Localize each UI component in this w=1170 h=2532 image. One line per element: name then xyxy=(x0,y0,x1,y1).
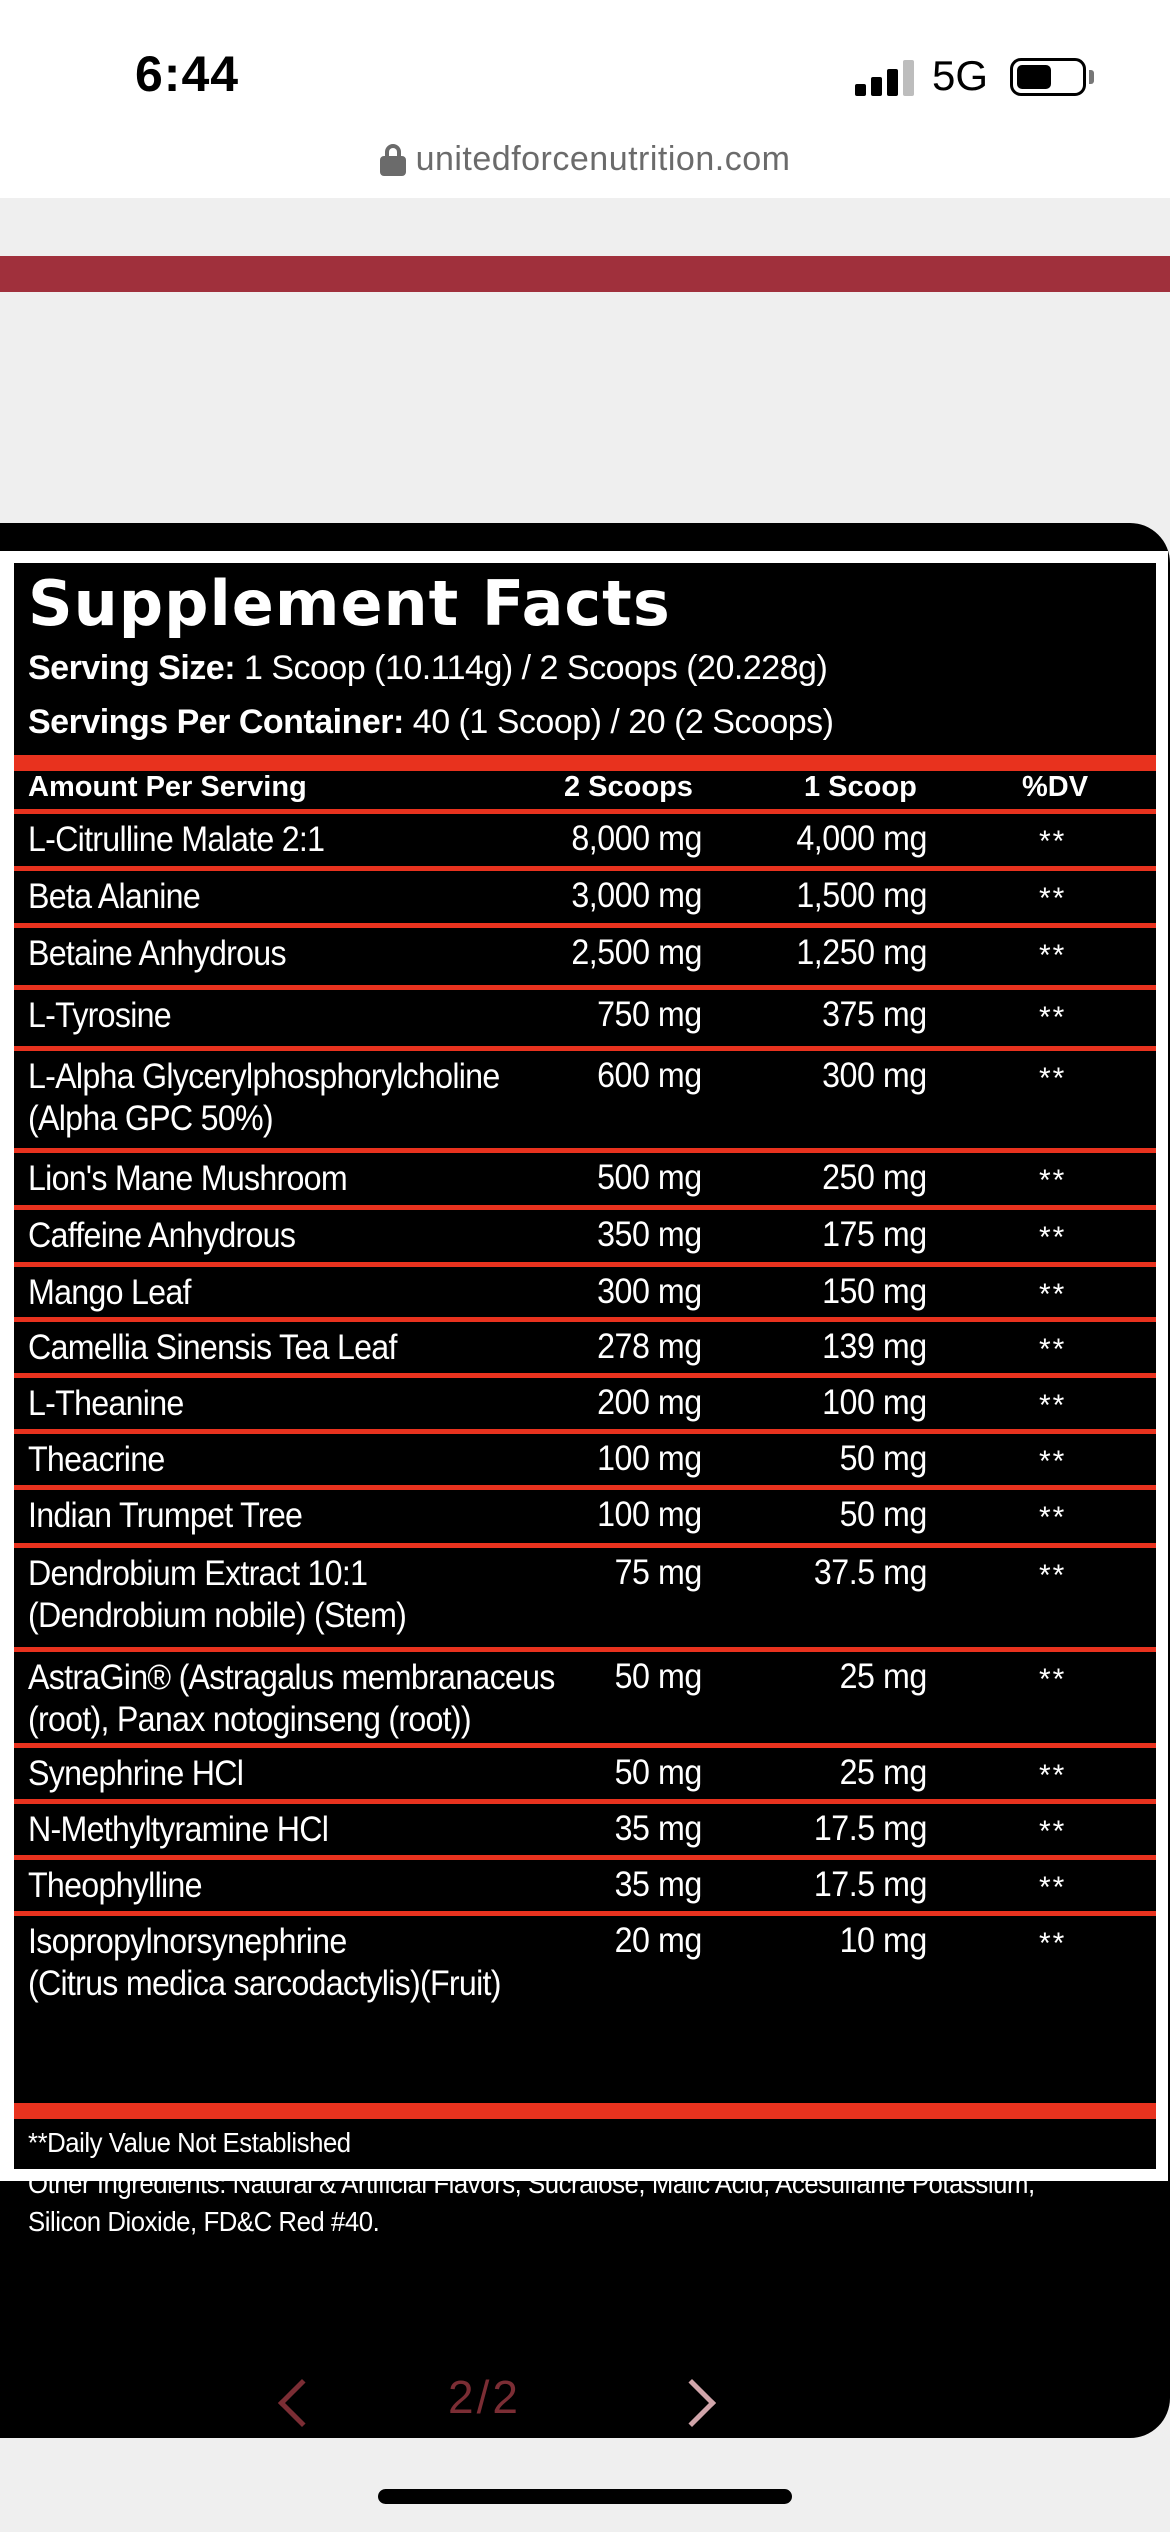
ingredient-name: Beta Alanine xyxy=(28,877,200,916)
other-ingredients-line-2: Silicon Dioxide, FD&C Red #40. xyxy=(28,2206,380,2237)
row-divider xyxy=(14,1317,1156,1322)
amount-two-scoops: 2,500 mg xyxy=(571,933,702,972)
row-divider xyxy=(14,1373,1156,1378)
row-divider xyxy=(14,1799,1156,1804)
ingredient-name: Theophylline xyxy=(28,1866,202,1905)
amount-one-scoop: 1,500 mg xyxy=(796,876,927,915)
home-indicator[interactable] xyxy=(378,2489,792,2504)
row-divider xyxy=(14,985,1156,990)
battery-cap xyxy=(1089,70,1094,84)
row-divider xyxy=(14,1485,1156,1490)
ingredient-name: Lion's Mane Mushroom xyxy=(28,1159,347,1198)
ingredient-name: Caffeine Anhydrous xyxy=(28,1216,296,1255)
ingredient-name: Dendrobium Extract 10:1 (Dendrobium nobile) (Stem) xyxy=(28,1554,407,1635)
amount-one-scoop: 150 mg xyxy=(822,1272,927,1311)
page-content xyxy=(0,198,1170,2532)
status-bar xyxy=(0,0,1170,150)
daily-value: ** xyxy=(1039,1501,1067,1534)
amount-two-scoops: 100 mg xyxy=(597,1495,702,1534)
row-divider xyxy=(14,1647,1156,1652)
amount-two-scoops: 500 mg xyxy=(597,1158,702,1197)
amount-one-scoop: 10 mg xyxy=(839,1921,927,1960)
amount-two-scoops: 278 mg xyxy=(597,1327,702,1366)
amount-one-scoop: 17.5 mg xyxy=(813,1865,927,1904)
amount-one-scoop: 175 mg xyxy=(822,1215,927,1254)
chevron-left-icon[interactable] xyxy=(278,2379,326,2427)
brand-band xyxy=(0,256,1170,292)
amount-two-scoops: 35 mg xyxy=(614,1865,702,1904)
amount-one-scoop: 300 mg xyxy=(822,1056,927,1095)
daily-value: ** xyxy=(1039,1927,1067,1960)
header-amount: Amount Per Serving xyxy=(28,771,307,803)
amount-two-scoops: 50 mg xyxy=(614,1657,702,1696)
daily-value: ** xyxy=(1039,1759,1067,1792)
ingredient-name: Synephrine HCl xyxy=(28,1754,244,1793)
image-pager xyxy=(0,2358,1170,2458)
daily-value: ** xyxy=(1039,1663,1067,1696)
row-divider xyxy=(14,1855,1156,1860)
amount-one-scoop: 250 mg xyxy=(822,1158,927,1197)
daily-value: ** xyxy=(1039,1001,1067,1034)
amount-one-scoop: 50 mg xyxy=(839,1439,927,1478)
ingredient-name: L-Alpha Glycerylphosphorylcholine (Alpha GPC 50%) xyxy=(28,1057,500,1138)
product-image[interactable] xyxy=(0,523,1170,2438)
row-divider xyxy=(14,809,1156,814)
amount-two-scoops: 750 mg xyxy=(597,995,702,1034)
daily-value: ** xyxy=(1039,882,1067,915)
ingredient-name: L-Tyrosine xyxy=(28,996,171,1035)
row-divider xyxy=(14,1046,1156,1051)
header-one-scoop: 1 Scoop xyxy=(804,771,917,803)
daily-value: ** xyxy=(1039,1445,1067,1478)
row-divider xyxy=(14,1543,1156,1548)
daily-value: ** xyxy=(1039,1559,1067,1592)
page-count: 2/2 xyxy=(448,2371,521,2423)
row-divider xyxy=(14,1262,1156,1267)
daily-value: ** xyxy=(1039,1871,1067,1904)
daily-value: ** xyxy=(1039,939,1067,972)
ingredient-name: L-Theanine xyxy=(28,1384,184,1423)
daily-value: ** xyxy=(1039,1333,1067,1366)
ingredient-name: N-Methyltyramine HCl xyxy=(28,1810,329,1849)
status-time: 6:44 xyxy=(135,46,240,102)
amount-two-scoops: 75 mg xyxy=(614,1553,702,1592)
row-divider xyxy=(14,1429,1156,1434)
row-divider xyxy=(14,1743,1156,1748)
amount-one-scoop: 375 mg xyxy=(822,995,927,1034)
amount-two-scoops: 35 mg xyxy=(614,1809,702,1848)
servings-per-container: Servings Per Container: 40 (1 Scoop) / 20 (2 Scoops) xyxy=(28,703,834,741)
row-divider xyxy=(14,1911,1156,1916)
lock-icon xyxy=(380,144,406,176)
daily-value: ** xyxy=(1039,825,1067,858)
chevron-right-icon[interactable] xyxy=(668,2379,716,2427)
amount-two-scoops: 20 mg xyxy=(614,1921,702,1960)
amount-two-scoops: 8,000 mg xyxy=(571,819,702,858)
amount-two-scoops: 200 mg xyxy=(597,1383,702,1422)
ingredient-name: L-Citrulline Malate 2:1 xyxy=(28,820,325,859)
ingredient-name: Isopropylnorsynephrine (Citrus medica sarcodactylis)(Fruit) xyxy=(28,1922,501,2003)
amount-two-scoops: 600 mg xyxy=(597,1056,702,1095)
amount-two-scoops: 100 mg xyxy=(597,1439,702,1478)
amount-two-scoops: 50 mg xyxy=(614,1753,702,1792)
divider-bottom xyxy=(14,2103,1156,2119)
ingredient-name: AstraGin® (Astragalus membranaceus (root), Panax notoginseng (root)) xyxy=(28,1658,555,1739)
daily-value: ** xyxy=(1039,1815,1067,1848)
ingredient-name: Betaine Anhydrous xyxy=(28,934,286,973)
row-divider xyxy=(14,1205,1156,1210)
amount-one-scoop: 37.5 mg xyxy=(813,1553,927,1592)
ingredient-name: Theacrine xyxy=(28,1440,165,1479)
amount-one-scoop: 25 mg xyxy=(839,1753,927,1792)
row-divider xyxy=(14,866,1156,871)
supplement-facts-label xyxy=(0,551,1168,2237)
ingredient-name: Indian Trumpet Tree xyxy=(28,1496,303,1535)
amount-two-scoops: 3,000 mg xyxy=(571,876,702,915)
amount-one-scoop: 1,250 mg xyxy=(796,933,927,972)
network-type: 5G xyxy=(932,52,989,99)
amount-one-scoop: 4,000 mg xyxy=(796,819,927,858)
serving-size: Serving Size: 1 Scoop (10.114g) / 2 Scoops (20.228g) xyxy=(28,649,828,687)
amount-one-scoop: 50 mg xyxy=(839,1495,927,1534)
amount-one-scoop: 139 mg xyxy=(822,1327,927,1366)
header-dv: %DV xyxy=(1022,771,1089,803)
url-bar[interactable] xyxy=(0,130,1170,198)
row-divider xyxy=(14,1148,1156,1153)
daily-value: ** xyxy=(1039,1221,1067,1254)
amount-two-scoops: 350 mg xyxy=(597,1215,702,1254)
other-ingredients-line-1: Other Ingredients: Natural & Artificial Flavors, Sucralose, Malic Acid, Acesulfame Potassium, xyxy=(28,2168,1035,2199)
ingredient-name: Camellia Sinensis Tea Leaf xyxy=(28,1328,397,1367)
footnote-dv: **Daily Value Not Established xyxy=(28,2127,351,2158)
ingredient-name: Mango Leaf xyxy=(28,1273,191,1312)
daily-value: ** xyxy=(1039,1278,1067,1311)
amount-two-scoops: 300 mg xyxy=(597,1272,702,1311)
divider-thick xyxy=(14,755,1156,771)
battery-icon xyxy=(1010,58,1086,96)
daily-value: ** xyxy=(1039,1164,1067,1197)
cellular-signal-icon xyxy=(855,60,915,96)
amount-one-scoop: 100 mg xyxy=(822,1383,927,1422)
facts-title: Supplement Facts xyxy=(28,567,671,640)
daily-value: ** xyxy=(1039,1062,1067,1095)
daily-value: ** xyxy=(1039,1389,1067,1422)
amount-one-scoop: 25 mg xyxy=(839,1657,927,1696)
amount-one-scoop: 17.5 mg xyxy=(813,1809,927,1848)
row-divider xyxy=(14,923,1156,928)
url-text: unitedforcenutrition.com xyxy=(415,140,791,178)
header-two-scoops: 2 Scoops xyxy=(564,771,693,803)
